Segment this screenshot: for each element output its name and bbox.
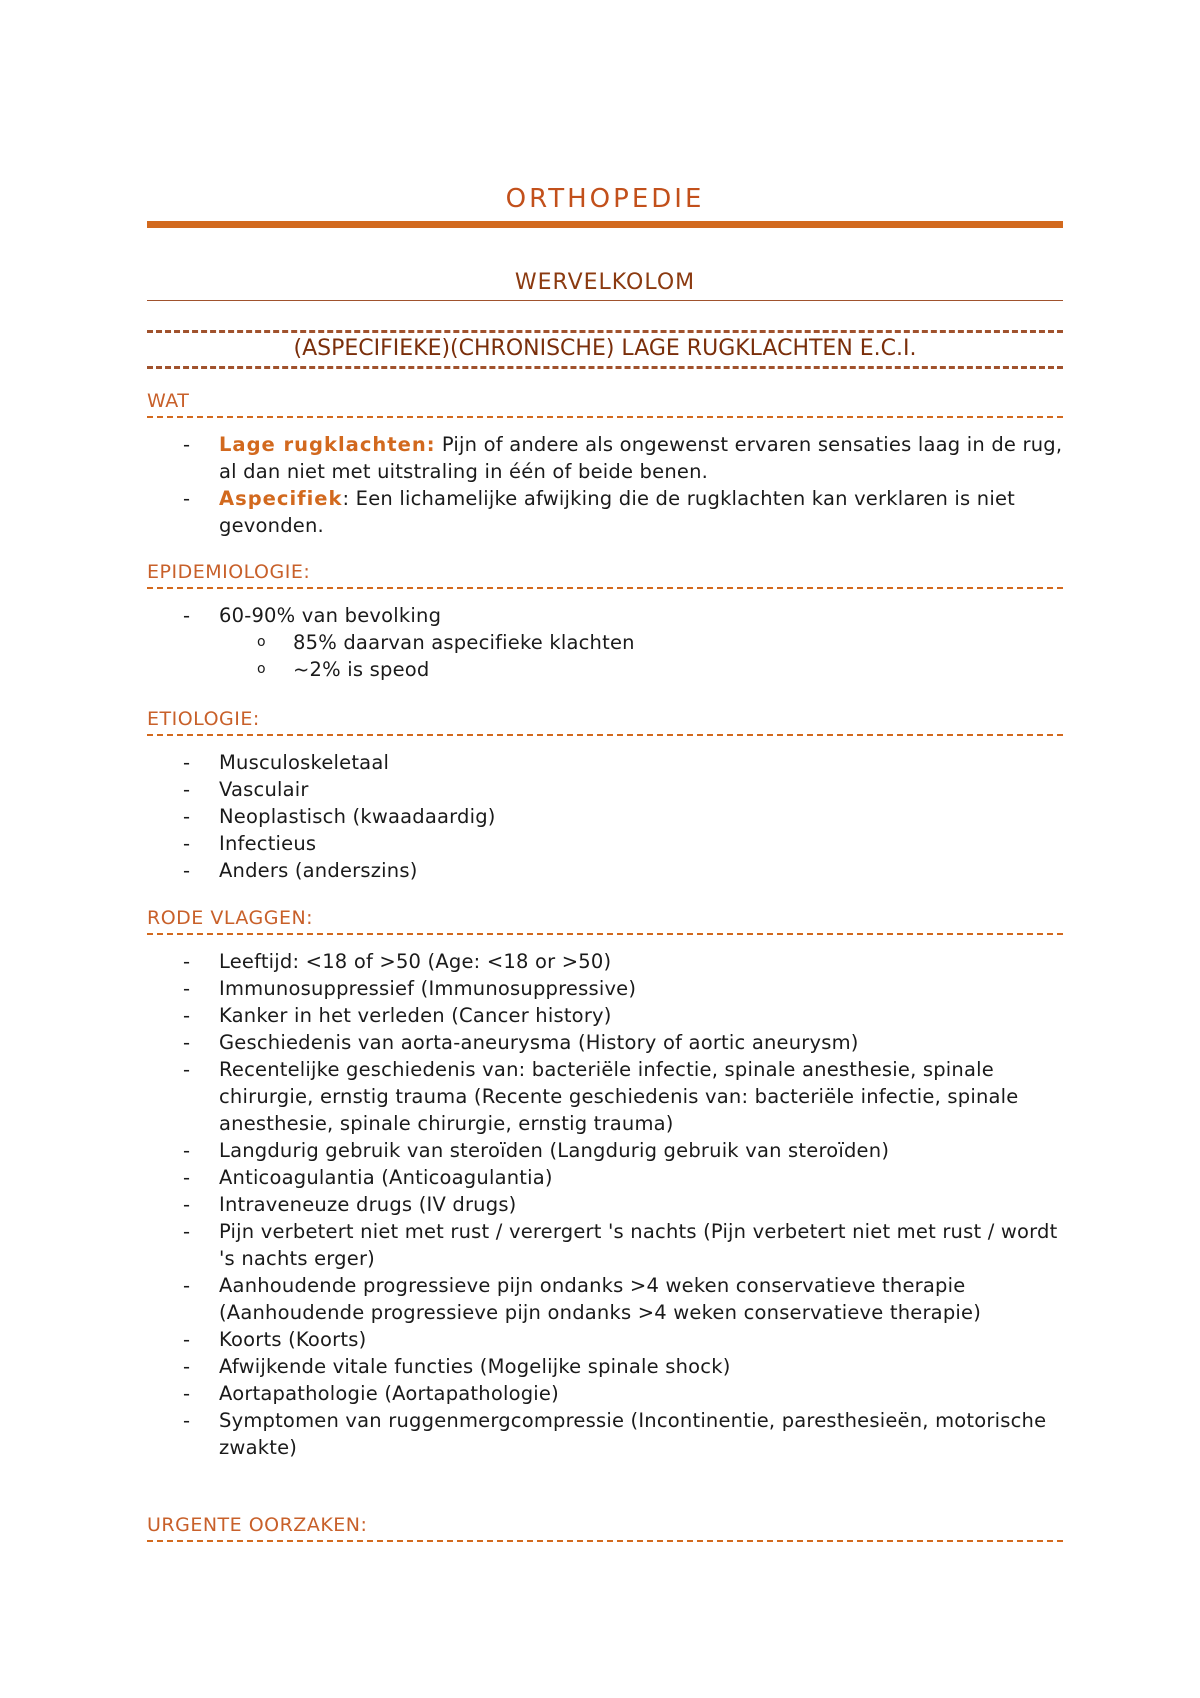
list-item-text: 60-90% van bevolking (219, 604, 442, 627)
heading-rule-wat (147, 416, 1063, 418)
term-definition: : Een lichamelijke afwijking die de rugklachten kan verklaren is niet gevonden. (219, 487, 1016, 537)
heading-etiologie: ETIOLOGIE: (147, 708, 260, 730)
list-item (147, 431, 1063, 485)
heading-rule-urgente-oorzaken (147, 1540, 1063, 1542)
document-title: ORTHOPEDIE (505, 184, 705, 214)
chapter-title: WERVELKOLOM (514, 270, 696, 295)
heading-rode-vlaggen: RODE VLAGGEN: (147, 907, 314, 929)
list-item: - Geschiedenis van aorta-aneurysma (History of aortic aneurysm) (147, 1029, 1063, 1056)
list-item: - Anders (anderszins) (147, 857, 1063, 884)
term-label: Lage rugklachten: (219, 433, 436, 456)
list-item: - Langdurig gebruik van steroïden (Langdurig gebruik van steroïden) (147, 1137, 1063, 1164)
sublist-item-text: ~2% is speod (293, 658, 430, 681)
heading-rule-epidemiologie (147, 587, 1063, 589)
list-wat (147, 431, 1063, 539)
list-item: - Aortapathologie (Aortapathologie) (147, 1380, 1063, 1407)
list-item: - Recentelijke geschiedenis van: bacteriële infectie, spinale anesthesie, spinale chirurgie, ernstig trauma (Recente geschiedenis van: bacteriële infectie, spinale anesthesie, spinale chirurgie, ernstig trauma) (147, 1056, 1063, 1137)
list-item: - Musculoskeletaal (147, 749, 1063, 776)
list-item: - Symptomen van ruggenmergcompressie (Incontinentie, paresthesieën, motorische zwakte) (147, 1407, 1063, 1461)
heading-rule-rode-vlaggen (147, 933, 1063, 935)
chapter-underline (147, 300, 1063, 301)
sublist-item (147, 656, 1063, 683)
list-epidemiologie (147, 602, 1063, 683)
heading-epidemiologie: EPIDEMIOLOGIE: (147, 561, 311, 583)
title-underline (147, 221, 1063, 228)
section-title: (ASPECIFIEKE)(CHRONISCHE) LAGE RUGKLACHTEN E.C.I. (293, 336, 917, 361)
list-rode-vlaggen (147, 948, 1063, 1461)
heading-rule-etiologie (147, 734, 1063, 736)
list-item (147, 602, 1063, 683)
heading-wat: WAT (147, 390, 190, 412)
heading-urgente-oorzaken: URGENTE OORZAKEN: (147, 1514, 368, 1536)
list-item: - Aanhoudende progressieve pijn ondanks >4 weken conservatieve therapie (Aanhoudende progressieve pijn ondanks >4 weken conservatieve therapie) (147, 1272, 1063, 1326)
list-etiologie (147, 749, 1063, 884)
section-rule-bottom (147, 366, 1063, 369)
list-item: - Anticoagulantia (Anticoagulantia) (147, 1164, 1063, 1191)
list-item: - Pijn verbetert niet met rust / verergert 's nachts (Pijn verbetert niet met rust / wordt 's nachts erger) (147, 1218, 1063, 1272)
list-item: - Koorts (Koorts) (147, 1326, 1063, 1353)
list-item: - Immunosuppressief (Immunosuppressive) (147, 975, 1063, 1002)
circle-bullet-icon: o (257, 661, 266, 677)
term-definition: Pijn of andere als ongewenst ervaren sensaties laag in de rug, al dan niet met uitstraling in één of beide benen. (219, 433, 1063, 483)
list-item: - Leeftijd: <18 of >50 (Age: <18 or >50) (147, 948, 1063, 975)
term-label: Aspecifiek (219, 487, 343, 510)
sublist (219, 629, 1063, 683)
list-item: - Vasculair (147, 776, 1063, 803)
list-item: - Intraveneuze drugs (IV drugs) (147, 1191, 1063, 1218)
list-item: - Infectieus (147, 830, 1063, 857)
list-item: - Kanker in het verleden (Cancer history) (147, 1002, 1063, 1029)
list-item: - Afwijkende vitale functies (Mogelijke spinale shock) (147, 1353, 1063, 1380)
list-item (147, 485, 1063, 539)
sublist-item (147, 629, 1063, 656)
list-item: - Neoplastisch (kwaadaardig) (147, 803, 1063, 830)
sublist-item-text: 85% daarvan aspecifieke klachten (293, 631, 635, 654)
circle-bullet-icon: o (257, 634, 266, 650)
section-rule-top (147, 330, 1063, 333)
